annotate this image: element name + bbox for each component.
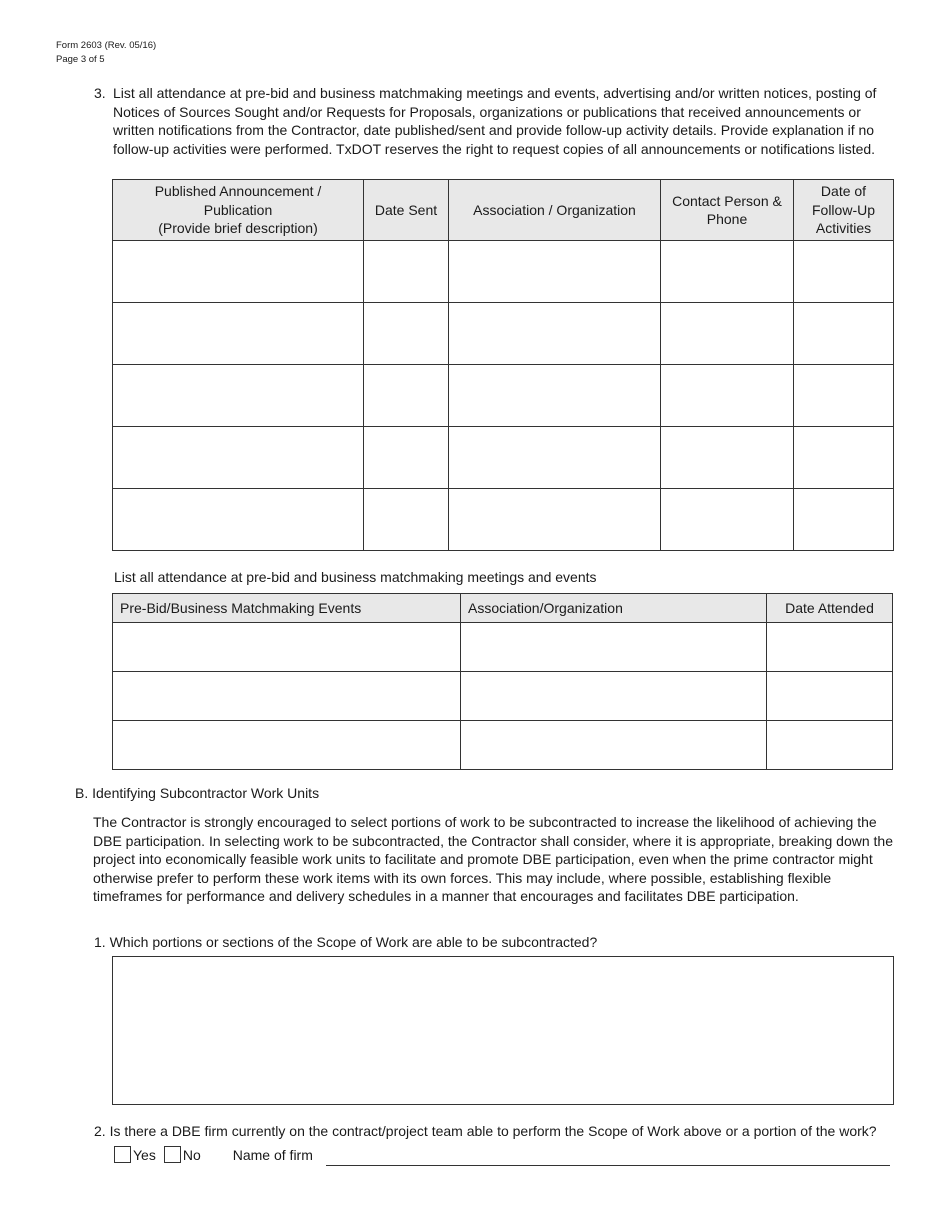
table-cell[interactable]: [661, 427, 794, 489]
table-cell[interactable]: [767, 623, 893, 672]
table-cell[interactable]: [461, 623, 767, 672]
table-cell[interactable]: [767, 672, 893, 721]
table-cell[interactable]: [364, 427, 449, 489]
table-header-row: [113, 180, 894, 241]
item-3-number: 3.: [94, 85, 106, 101]
table-cell[interactable]: [113, 672, 461, 721]
no-checkbox[interactable]: [164, 1146, 181, 1163]
yes-label: Yes: [133, 1146, 156, 1163]
table-row: [113, 427, 894, 489]
item-3-text: List all attendance at pre-bid and business matchmaking meetings and events, advertising and/or written notices, posting of Notices of Sources Sought and/or Requests for Proposals, organizations or publications that received announcements or written notifications from the Contractor, date published/sent and provide follow-up activity details. Provide explanation if no follow-up activities were performed. TxDOT reserves the right to request copies of all announcements or notifications listed.: [113, 85, 877, 157]
table-row: [113, 721, 893, 770]
question-2: 2. Is there a DBE firm currently on the contract/project team able to perform the Scope of Work above or a portion of the work?: [94, 1123, 877, 1139]
events-table-label: List all attendance at pre-bid and business matchmaking meetings and events: [114, 569, 597, 585]
table-cell[interactable]: [364, 241, 449, 303]
table-cell[interactable]: [449, 489, 661, 551]
table-cell[interactable]: [364, 365, 449, 427]
section-b-paragraph: The Contractor is strongly encouraged to select portions of work to be subcontracted to increase the likelihood of achieving the DBE participation. In selecting work to be subcontracted, the Contractor shall consider, where it is appropriate, breaking down the project into economically feasible work units to facilitate and promote DBE participation, even when the prime contractor might otherwise prefer to perform these work items with its own forces. This may include, where possible, establishing flexible timeframes for performance and delivery schedules in a manner that encourages and facilitates DBE participation.: [93, 814, 893, 905]
table-row: [113, 489, 894, 551]
header-followup-date: Date of Follow-Up Activities: [794, 180, 894, 241]
table-cell[interactable]: [364, 489, 449, 551]
firm-name-field[interactable]: [326, 1165, 890, 1166]
header-date-attended: Date Attended: [767, 594, 893, 623]
table-cell[interactable]: [661, 365, 794, 427]
yes-checkbox[interactable]: [114, 1146, 131, 1163]
table-cell[interactable]: [449, 241, 661, 303]
table-cell[interactable]: [364, 303, 449, 365]
item-3: [94, 84, 894, 158]
table-cell[interactable]: [113, 241, 364, 303]
table-cell[interactable]: [661, 489, 794, 551]
events-table: [112, 593, 893, 770]
table-cell[interactable]: [661, 241, 794, 303]
dbe-firm-answer-row: [114, 1146, 313, 1163]
table-cell[interactable]: [113, 489, 364, 551]
header-date-sent: Date Sent: [364, 180, 449, 241]
question-1: 1. Which portions or sections of the Scope of Work are able to be subcontracted?: [94, 934, 598, 950]
header-association: Association / Organization: [449, 180, 661, 241]
table-cell[interactable]: [661, 303, 794, 365]
table-row: [113, 672, 893, 721]
table-cell[interactable]: [113, 365, 364, 427]
table-cell[interactable]: [461, 672, 767, 721]
header-association: Association/Organization: [461, 594, 767, 623]
table-cell[interactable]: [794, 365, 894, 427]
firm-name-label: Name of firm: [232, 1146, 313, 1163]
header-contact: Contact Person & Phone: [661, 180, 794, 241]
table-cell[interactable]: [449, 427, 661, 489]
table-row: [113, 623, 893, 672]
table-cell[interactable]: [794, 303, 894, 365]
table-cell[interactable]: [794, 241, 894, 303]
form-header: [56, 39, 156, 67]
no-label: No: [182, 1146, 201, 1163]
section-b-title: B. Identifying Subcontractor Work Units: [75, 785, 320, 801]
table-cell[interactable]: [794, 427, 894, 489]
table-cell[interactable]: [113, 721, 461, 770]
table-row: [113, 241, 894, 303]
publications-table: [112, 179, 894, 551]
table-cell[interactable]: [461, 721, 767, 770]
table-row: [113, 365, 894, 427]
form-number: Form 2603 (Rev. 05/16): [56, 40, 157, 51]
table-cell[interactable]: [449, 303, 661, 365]
table-cell[interactable]: [767, 721, 893, 770]
page-number: Page 3 of 5: [56, 54, 105, 65]
header-publication: Published Announcement / Publication (Provide brief description): [113, 180, 364, 241]
table-header-row: [113, 594, 893, 623]
table-cell[interactable]: [113, 623, 461, 672]
header-events: Pre-Bid/Business Matchmaking Events: [113, 594, 461, 623]
table-cell[interactable]: [113, 303, 364, 365]
table-cell[interactable]: [449, 365, 661, 427]
table-cell[interactable]: [794, 489, 894, 551]
scope-answer-box[interactable]: [112, 956, 894, 1105]
table-row: [113, 303, 894, 365]
table-cell[interactable]: [113, 427, 364, 489]
